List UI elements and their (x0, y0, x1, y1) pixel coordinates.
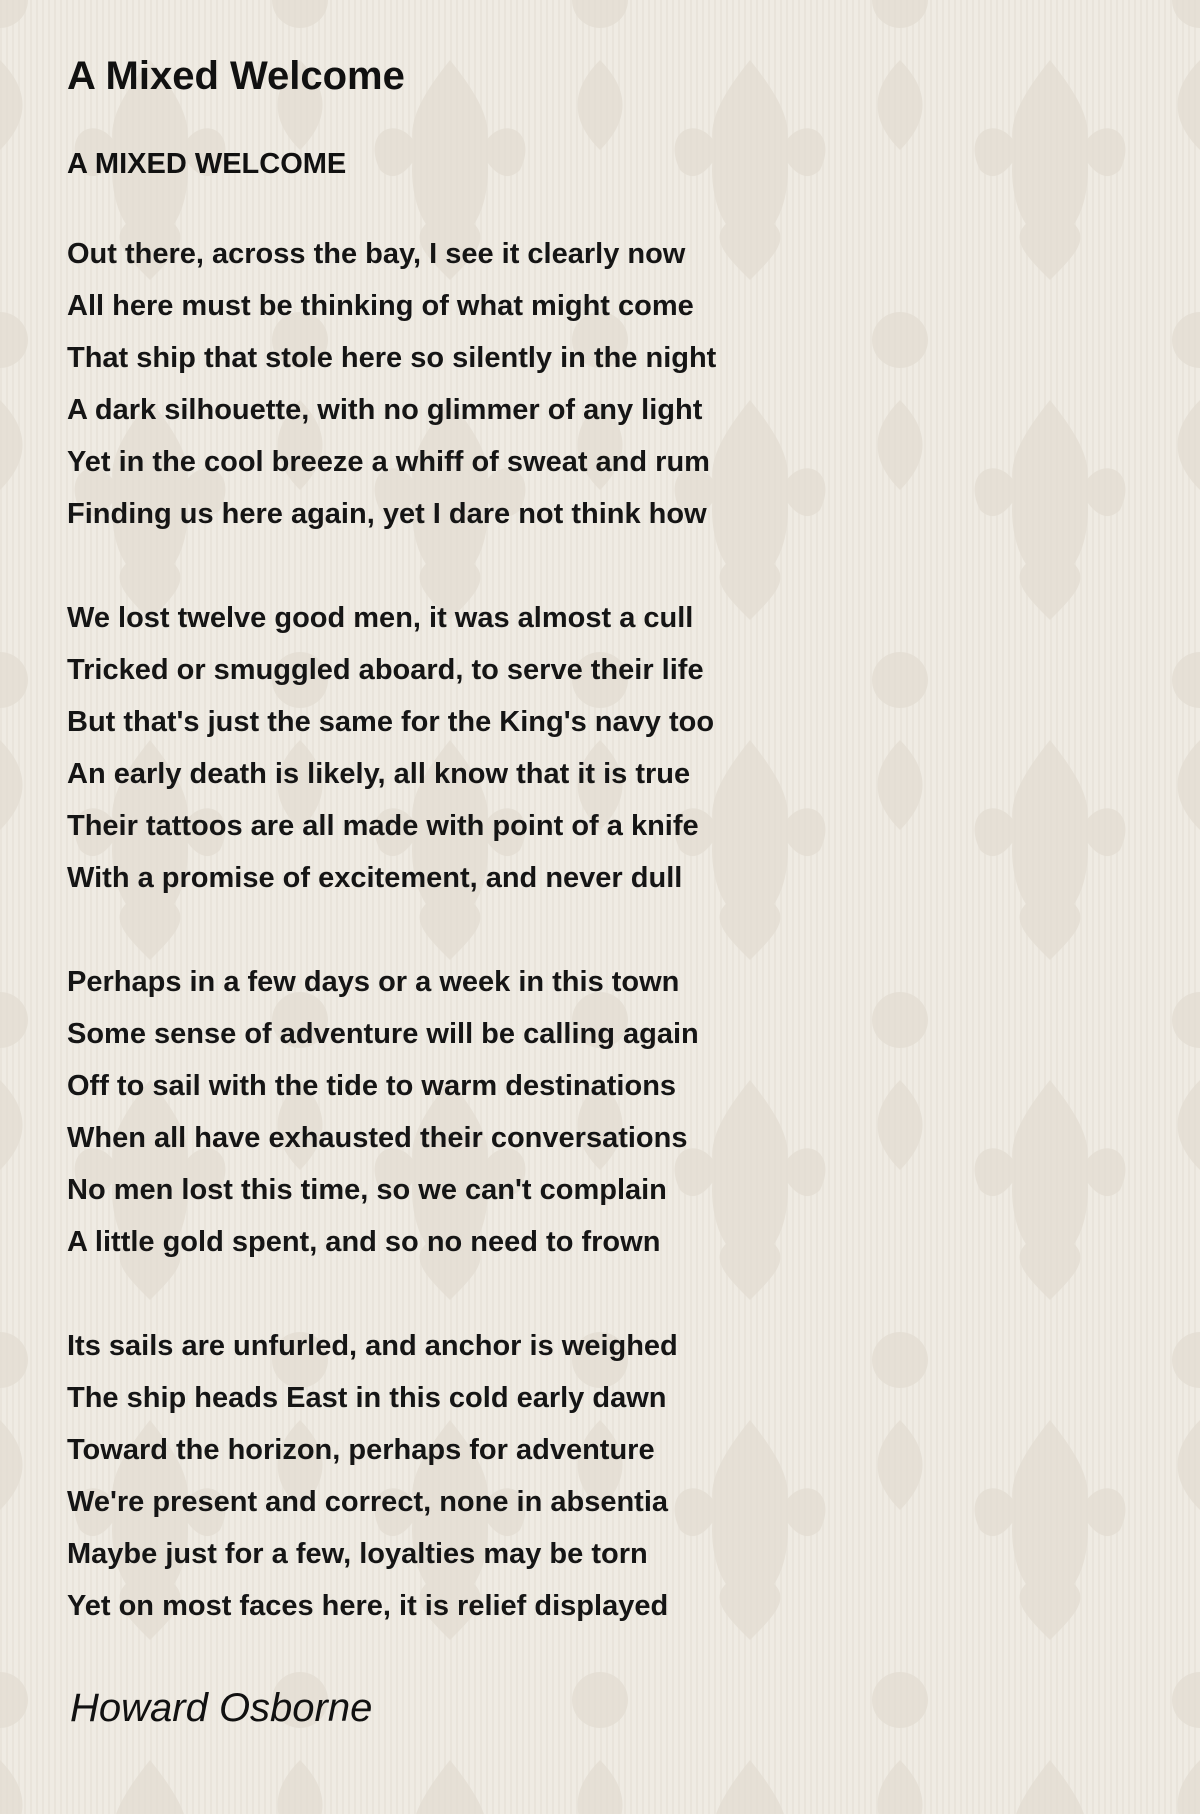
poem-line: Its sails are unfurled, and anchor is weighed (67, 1330, 678, 1362)
poem-line: An early death is likely, all know that it is true (67, 758, 691, 790)
stanza-4 (67, 1320, 1167, 1632)
poem-line: We're present and correct, none in absentia (67, 1486, 669, 1518)
poem-line: Perhaps in a few days or a week in this town (67, 966, 680, 998)
poem-line: Yet in the cool breeze a whiff of sweat and rum (67, 446, 710, 478)
poem-line: All here must be thinking of what might come (67, 290, 694, 322)
poem-line: A dark silhouette, with no glimmer of any light (67, 394, 703, 426)
poem-line: Finding us here again, yet I dare not think how (67, 498, 707, 530)
poem-line: A little gold spent, and so no need to frown (67, 1226, 661, 1258)
poem-line: Some sense of adventure will be calling again (67, 1018, 699, 1050)
author-name: Howard Osborne (70, 1686, 373, 1730)
poem-line: When all have exhausted their conversations (67, 1122, 688, 1154)
poem-line: No men lost this time, so we can't complain (67, 1174, 667, 1206)
poem-line: With a promise of excitement, and never dull (67, 862, 683, 894)
poem-line: Tricked or smuggled aboard, to serve their life (67, 654, 704, 686)
stanza-2 (67, 592, 1167, 904)
poem-line: Out there, across the bay, I see it clearly now (67, 238, 686, 270)
poem-line: We lost twelve good men, it was almost a cull (67, 602, 694, 634)
stanza-3 (67, 956, 1167, 1268)
poem-line: The ship heads East in this cold early dawn (67, 1382, 667, 1414)
stanza-1 (67, 228, 1167, 540)
poem-line: Their tattoos are all made with point of a knife (67, 810, 699, 842)
poem-line: But that's just the same for the King's navy too (67, 706, 715, 738)
poem-line: Toward the horizon, perhaps for adventure (67, 1434, 655, 1466)
page-title: A Mixed Welcome (67, 54, 405, 98)
poem-line: Maybe just for a few, loyalties may be torn (67, 1538, 648, 1570)
poem-line: Yet on most faces here, it is relief displayed (67, 1590, 669, 1622)
poem-line: That ship that stole here so silently in the night (67, 342, 717, 374)
poem-line: Off to sail with the tide to warm destinations (67, 1070, 677, 1102)
poem-heading: A MIXED WELCOME (67, 148, 347, 180)
